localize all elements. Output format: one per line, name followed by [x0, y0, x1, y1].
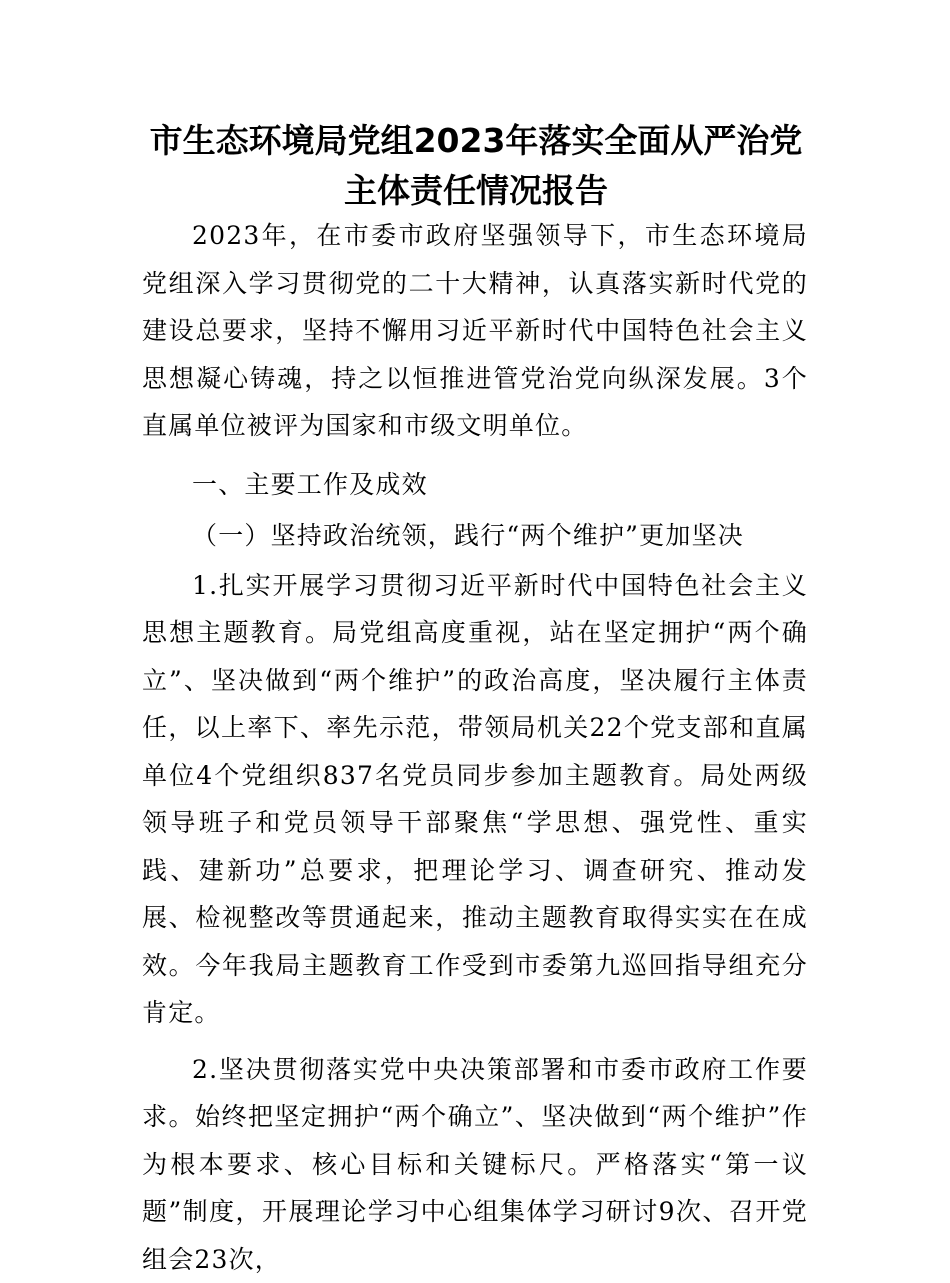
document-body — [142, 212, 808, 1283]
item-paragraph-2: 2.坚决贯彻落实党中央决策部署和市委市政府工作要求。始终把坚定拥护“两个确立”、坚决做到“两个维护”作为根本要求、核心目标和关键标尺。严格落实“第一议题”制度，开展理论学习中心组集体学习研讨9次、召开党组会23次， — [142, 1046, 808, 1283]
document-title: 市生态环境局党组2023年落实全面从严治党主体责任情况报告 — [142, 116, 810, 216]
section-heading-1: 一、主要工作及成效 — [142, 459, 808, 509]
subsection-heading-1: （一）坚持政治统领，践行“两个维护”更加坚决 — [142, 510, 808, 560]
item-paragraph-1: 1.扎实开展学习贯彻习近平新时代中国特色社会主义思想主题教育。局党组高度重视，站在坚定拥护“两个确立”、坚决做到“两个维护”的政治高度，坚决履行主体责任，以上率下、率先示范，带领局机关22个党支部和直属单位4个党组织837名党员同步参加主题教育。局处两级领导班子和党员领导干部聚焦“学思想、强党性、重实践、建新功”总要求，把理论学习、调查研究、推动发展、检视整改等贯通起来，推动主题教育取得实实在在成效。今年我局主题教育工作受到市委第九巡回指导组充分肯定。 — [142, 562, 808, 1037]
intro-paragraph: 2023年，在市委市政府坚强领导下，市生态环境局党组深入学习贯彻党的二十大精神，认真落实新时代党的建设总要求，坚持不懈用习近平新时代中国特色社会主义思想凝心铸魂，持之以恒推进管党治党向纵深发展。3个直属单位被评为国家和市级文明单位。 — [142, 212, 808, 450]
